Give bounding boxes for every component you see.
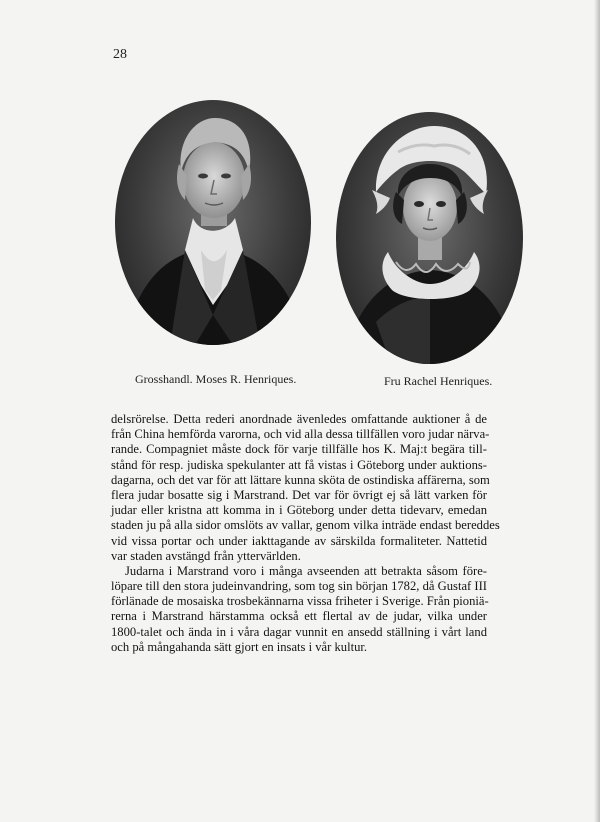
text-line: och på mångahanda sätt gjort en insats i vår kultur. bbox=[111, 639, 368, 654]
portrait-man-image bbox=[115, 100, 311, 345]
page-number: 28 bbox=[113, 47, 127, 62]
text-line: flera judar bosatte sig i Marstrand. Det var för övrigt ej så lätt varken för bbox=[111, 487, 487, 502]
text-line: var staden avstängd från yttervärlden. bbox=[111, 548, 301, 563]
text-line: 1800-talet och ända in i våra dagar vunnit en ansedd ställning i vårt land bbox=[111, 624, 487, 639]
body-text bbox=[111, 412, 500, 655]
portrait-rachel-henriques bbox=[336, 112, 523, 364]
paragraph-2 bbox=[111, 564, 487, 655]
text-line: rerna i Marstrand härstamma också ett flertal av de judar, vilka under bbox=[111, 609, 487, 624]
text-line: rande. Compagniet måste dock för varje tillfälle hos K. Maj:t begära till- bbox=[111, 442, 487, 457]
portrait-woman-image bbox=[336, 112, 523, 364]
text-line: stånd för resp. judiska spekulanter att få vistas i Göteborg under auktions- bbox=[111, 457, 487, 472]
text-line: Judarna i Marstrand voro i många avseenden att betrakta såsom före- bbox=[125, 563, 487, 578]
caption-left-portrait: Grosshandl. Moses R. Henriques. bbox=[135, 372, 297, 386]
caption-right-portrait: Fru Rachel Henriques. bbox=[384, 374, 493, 388]
text-line: löpare till den stora judeinvandring, som tog sin början 1782, då Gustaf III bbox=[111, 579, 487, 594]
text-line: staden ju på alla sidor omslöts av vallar, genom vilka inträde endast bereddes bbox=[111, 518, 500, 533]
text-line: delsrörelse. Detta rederi anordnade ävenledes omfattande auktioner å de bbox=[111, 412, 487, 426]
text-line: förlänade de mosaiska trosbekännarna vissa friheter i Sverige. Från pioniä- bbox=[111, 594, 489, 609]
text-line: judar eller kristna att komma in i Göteborg under detta tidevarv, emedan bbox=[111, 503, 487, 518]
portrait-moses-henriques bbox=[115, 100, 311, 345]
text-line: från China hemförda varorna, och vid alla dessa tillfällen voro judar närva- bbox=[111, 427, 490, 442]
paragraph-1 bbox=[111, 412, 500, 564]
text-line: vid vissa portar och under iakttagande av särskilda formaliteter. Nattetid bbox=[111, 533, 487, 548]
text-line: dagarna, och det var för att lättare kunna sköta de ostindiska affärerna, som bbox=[111, 472, 490, 487]
